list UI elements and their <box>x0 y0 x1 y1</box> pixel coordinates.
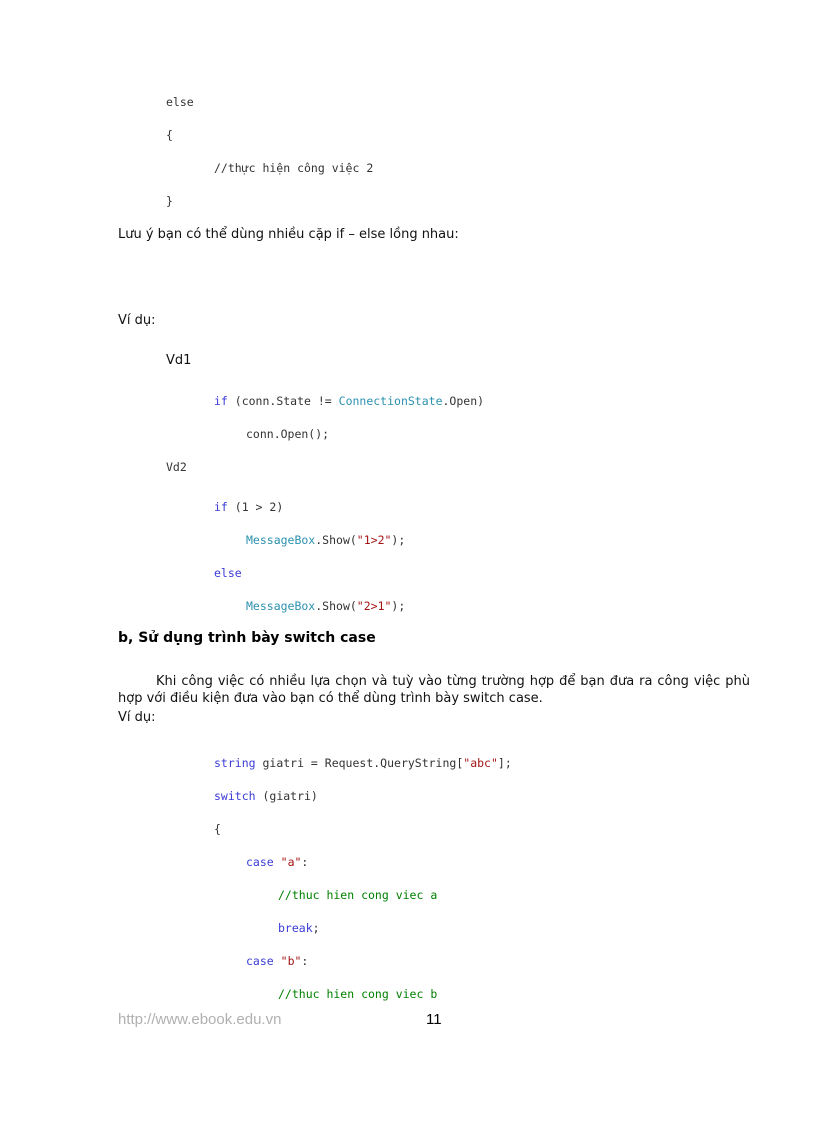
page-number: 11 <box>426 1011 442 1028</box>
footer-url[interactable]: http://www.ebook.edu.vn <box>118 1011 282 1028</box>
string-literal: "1>2" <box>356 533 392 547</box>
code-text: (1 > 2) <box>227 500 284 514</box>
string-literal: "a" <box>280 855 302 869</box>
string-literal: "2>1" <box>356 599 392 613</box>
note-text: Lưu ý bạn có thể dùng nhiều cặp if – else lồng nhau: <box>118 227 459 242</box>
case-b <box>246 953 308 969</box>
vd2-label: Vd2 <box>166 460 187 474</box>
code-text: ); <box>391 599 406 613</box>
section-heading: b, Sử dụng trình bày switch case <box>118 630 376 646</box>
type-name: MessageBox <box>246 599 316 613</box>
switch-line <box>214 788 318 804</box>
code-text: ]; <box>497 756 512 770</box>
break-keyword: break <box>278 921 313 935</box>
vd2-else <box>214 565 242 581</box>
code-text: (conn.State != <box>227 394 339 408</box>
example-label-2: Ví dụ: <box>118 710 156 725</box>
code-text: .Open) <box>442 394 485 408</box>
code-text: .Show( <box>315 599 357 613</box>
else-keyword: else <box>214 566 242 580</box>
code-text: : <box>301 954 309 968</box>
vd1-stmt: conn.Open(); <box>246 427 330 441</box>
string-literal: "abc" <box>463 756 498 770</box>
switch-decl <box>214 755 512 771</box>
comment-b: //thuc hien cong viec b <box>278 987 438 1001</box>
code-text: ); <box>391 533 406 547</box>
section-paragraph: Khi công việc có nhiều lựa chọn và tuỳ vào từng trường hợp để bạn đưa ra công việc phù hợp với điều kiện đưa vào bạn có thể dùng trình bày switch case. <box>118 674 750 706</box>
switch-keyword: switch <box>214 789 256 803</box>
example-label: Ví dụ: <box>118 313 156 328</box>
code-comment: //thực hiện công việc 2 <box>214 161 374 175</box>
type-name: ConnectionState <box>338 394 443 408</box>
case-a <box>246 854 308 870</box>
vd2-if-line <box>214 499 283 515</box>
switch-open-brace: { <box>214 822 221 836</box>
case-keyword: case <box>246 855 274 869</box>
vd2-show-2 <box>246 598 405 614</box>
code-text: .Show( <box>315 533 357 547</box>
code-close-brace: } <box>166 194 173 208</box>
vd1-if-line <box>214 393 484 409</box>
code-text: : <box>301 855 309 869</box>
type-name: MessageBox <box>246 533 316 547</box>
string-keyword: string <box>214 756 256 770</box>
break-line <box>278 920 320 936</box>
code-text: (giatri) <box>255 789 318 803</box>
vd1-label: Vd1 <box>166 353 192 368</box>
if-keyword: if <box>214 500 228 514</box>
case-keyword: case <box>246 954 274 968</box>
code-text: giatri = Request.QueryString[ <box>255 756 464 770</box>
code-open-brace: { <box>166 128 173 142</box>
vd2-show-1 <box>246 532 405 548</box>
string-literal: "b" <box>280 954 302 968</box>
if-keyword: if <box>214 394 228 408</box>
code-text: ; <box>312 921 320 935</box>
comment-a: //thuc hien cong viec a <box>278 888 438 902</box>
code-else: else <box>166 95 194 109</box>
